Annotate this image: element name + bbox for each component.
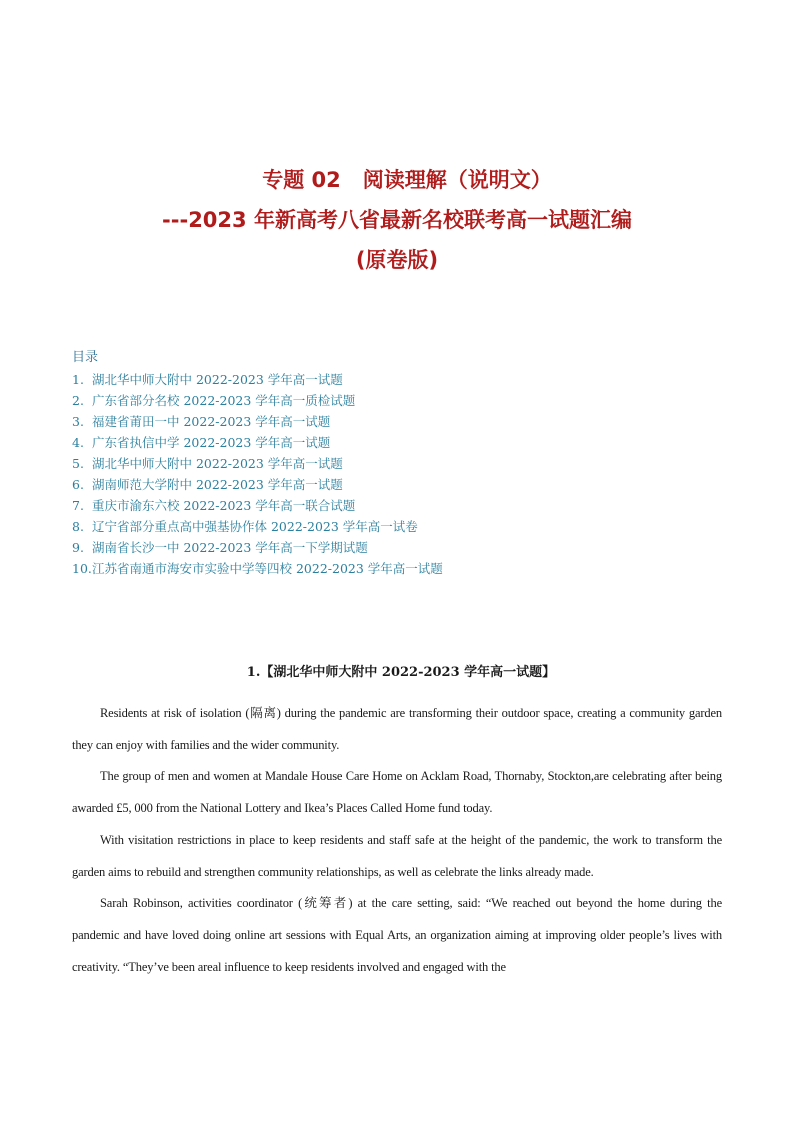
toc-item-label: 重庆市渝东六校 2022-2023 学年高一联合试题 bbox=[92, 498, 356, 513]
toc-item[interactable] bbox=[72, 453, 752, 474]
toc-item-number: 9. bbox=[72, 540, 84, 555]
passage-paragraph: With visitation restrictions in place to keep residents and staff safe at the height of the pandemic, the work to transform the garden aims to rebuild and strengthen community relationships, as well as celebrate the links already made. bbox=[72, 832, 722, 879]
toc-item-label: 江苏省南通市海安市实验中学等四校 2022-2023 学年高一试题 bbox=[92, 561, 443, 576]
table-of-contents bbox=[72, 348, 752, 579]
toc-item-number: 3. bbox=[72, 414, 84, 429]
toc-item-number: 4. bbox=[72, 435, 84, 450]
toc-item-label: 湖南省长沙一中 2022-2023 学年高一下学期试题 bbox=[92, 540, 368, 555]
toc-heading: 目录 bbox=[72, 350, 99, 365]
section-heading: 1.【湖北华中师大附中 2022-2023 学年高一试题】 bbox=[246, 665, 556, 680]
toc-item-label: 湖北华中师大附中 2022-2023 学年高一试题 bbox=[92, 372, 343, 387]
toc-item-label: 湖北华中师大附中 2022-2023 学年高一试题 bbox=[92, 456, 343, 471]
passage-paragraph: The group of men and women at Mandale House Care Home on Acklam Road, Thornaby, Stockton,are celebrating after being awarded £5, 000 from the National Lottery and Ikea’s Places Called Home fund today. bbox=[72, 769, 722, 816]
passage-paragraph: Residents at risk of isolation (隔离) during the pandemic are transforming their outdoor space, creating a community garden they can enjoy with families and the wider community. bbox=[72, 706, 722, 752]
toc-item-number: 6. bbox=[72, 477, 84, 492]
toc-item-label: 福建省莆田一中 2022-2023 学年高一试题 bbox=[92, 414, 331, 429]
toc-item-label: 广东省执信中学 2022-2023 学年高一试题 bbox=[92, 435, 331, 450]
toc-item-number: 7. bbox=[72, 498, 84, 513]
title-line-2: ---2023 年新高考八省最新名校联考高一试题汇编 bbox=[162, 208, 632, 232]
toc-item-label: 辽宁省部分重点高中强基协作体 2022-2023 学年高一试卷 bbox=[92, 519, 418, 534]
toc-item-number: 2. bbox=[72, 393, 84, 408]
toc-item[interactable] bbox=[72, 558, 752, 579]
passage-paragraph: Sarah Robinson, activities coordinator (统筹者) at the care setting, said: “We reached out beyond the home during the pandemic and have loved doing online art sessions with Equal Arts, an organization aiming at improving older people’s lives with creativity. “They’ve been areal influence to keep residents involved and engaged with the bbox=[72, 896, 722, 974]
toc-item-number: 1. bbox=[72, 372, 84, 387]
toc-item-label: 广东省部分名校 2022-2023 学年高一质检试题 bbox=[92, 393, 356, 408]
toc-item[interactable] bbox=[72, 390, 752, 411]
toc-item-number: 5. bbox=[72, 456, 84, 471]
title-topic-name: 阅读理解（说明文） bbox=[362, 168, 552, 192]
toc-item[interactable] bbox=[72, 537, 752, 558]
document-title bbox=[0, 160, 794, 280]
toc-item-label: 湖南师范大学附中 2022-2023 学年高一试题 bbox=[92, 477, 343, 492]
toc-list bbox=[72, 369, 752, 579]
toc-item[interactable] bbox=[72, 474, 752, 495]
toc-item[interactable] bbox=[72, 495, 752, 516]
title-line-1 bbox=[0, 160, 794, 200]
question-section-1 bbox=[72, 662, 722, 983]
title-topic-number: 专题 02 bbox=[262, 168, 341, 192]
toc-item[interactable] bbox=[72, 411, 752, 432]
toc-item[interactable] bbox=[72, 369, 752, 390]
title-line-3: (原卷版) bbox=[355, 248, 439, 272]
toc-item[interactable] bbox=[72, 516, 752, 537]
toc-item-number: 10. bbox=[72, 561, 92, 576]
toc-item[interactable] bbox=[72, 432, 752, 453]
toc-item-number: 8. bbox=[72, 519, 84, 534]
